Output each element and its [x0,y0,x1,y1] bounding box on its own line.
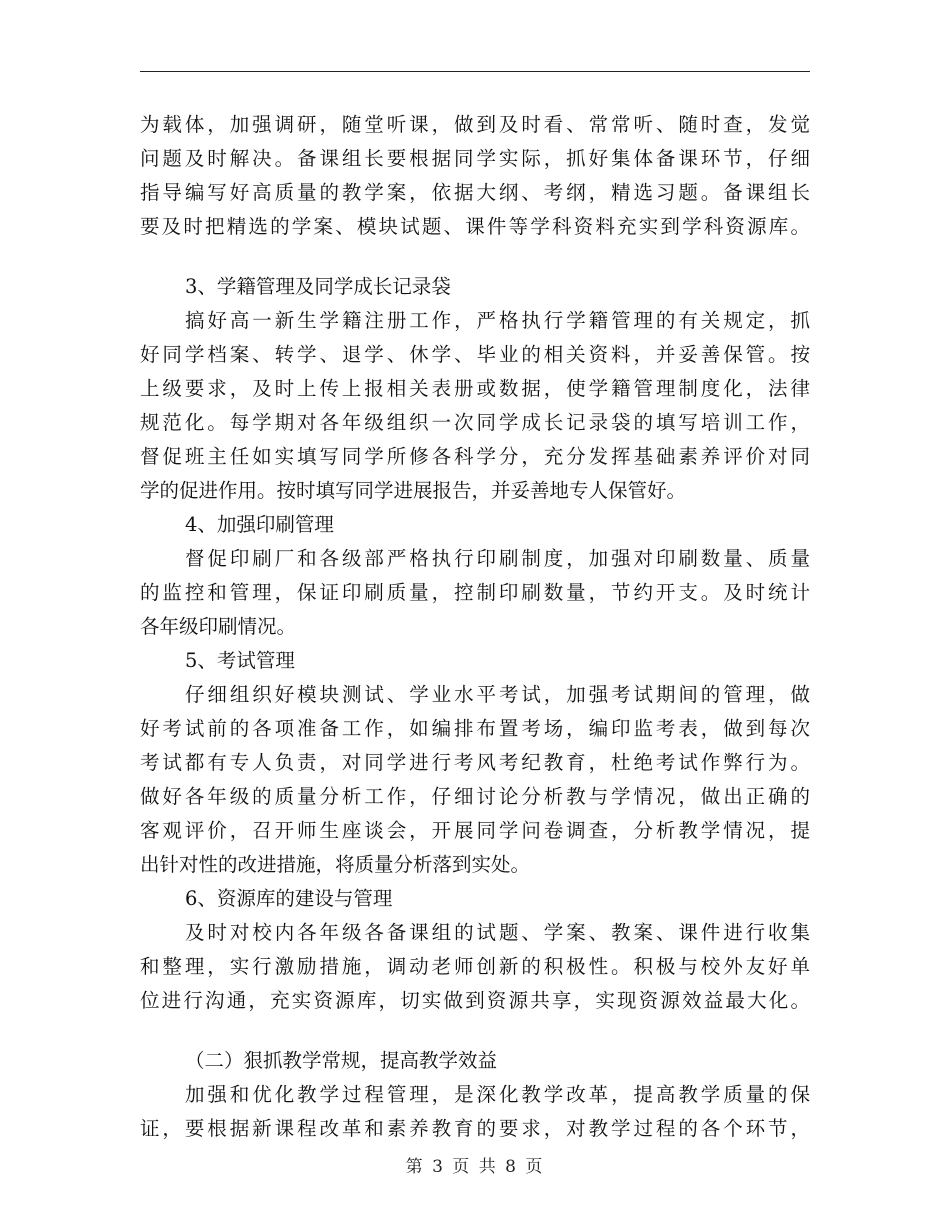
paragraph-gap [140,244,810,270]
text-line: 位进行沟通，充实资源库，切实做到资源共享，实现资源效益最大化。 [140,989,810,1012]
text-line: 督促班主任如实填写同学所修各科学分，充分发挥基础素养评价对同 [140,445,810,468]
section-heading: 5、考试管理 [185,649,295,672]
text-line: 仔细组织好模块测试、学业水平考试，加强考试期间的管理，做 [185,683,810,706]
section-heading: 3、学籍管理及同学成长记录袋 [185,275,451,298]
text-line: 要及时把精选的学案、模块试题、课件等学科资料充实到学科资源库。 [140,215,810,238]
text-line: 问题及时解决。备课组长要根据同学实际，抓好集体备课环节，仔细 [140,147,810,170]
text-line: 加强和优化教学过程管理，是深化教学改革，提高教学质量的保 [185,1083,810,1106]
text-line: 搞好高一新生学籍注册工作，严格执行学籍管理的有关规定，抓 [185,309,810,332]
text-line: 及时对校内各年级各备课组的试题、学案、教案、课件进行收集 [185,921,810,944]
text-line: 为载体，加强调研，随堂听课，做到及时看、常常听、随时查，发觉 [140,113,810,136]
paragraph-gap [140,1018,810,1044]
section-heading: 4、加强印刷管理 [185,513,334,536]
text-line: 的监控和管理，保证印刷质量，控制印刷数量，节约开支。及时统计 [140,581,810,604]
text-line: 上级要求，及时上传上报相关表册或数据，使学籍管理制度化，法律 [140,377,810,400]
text-line: 出针对性的改进措施，将质量分析落到实处。 [140,853,531,876]
section-heading: 6、资源库的建设与管理 [185,887,393,910]
text-line: 证，要根据新课程改革和素养教育的要求，对教学过程的各个环节， [140,1117,810,1140]
text-line: 规范化。每学期对各年级组织一次同学成长记录袋的填写培训工作， [140,411,810,434]
text-line: 考试都有专人负责，对同学进行考风考纪教育，杜绝考试作弊行为。 [140,751,810,774]
page-footer: 第 3 页 共 8 页 [405,1157,545,1177]
text-line: 做好各年级的质量分析工作，仔细讨论分析教与学情况，做出正确的 [140,785,810,808]
header-rule [140,71,810,72]
text-line: 督促印刷厂和各级部严格执行印刷制度，加强对印刷数量、质量 [185,547,810,570]
text-line: 好同学档案、转学、退学、休学、毕业的相关资料，并妥善保管。按 [140,343,810,366]
section-heading: （二）狠抓教学常规，提高教学效益 [185,1049,498,1072]
document-body [140,108,810,1146]
text-line: 各年级印刷情况。 [140,615,297,638]
text-line: 客观评价，召开师生座谈会，开展同学问卷调查，分析教学情况，提 [140,819,810,842]
text-line: 学的促进作用。按时填写同学进展报告，并妥善地专人保管好。 [140,479,687,502]
text-line: 好考试前的各项准备工作，如编排布置考场，编印监考表，做到每次 [140,717,810,740]
text-line: 指导编写好高质量的教学案，依据大纲、考纲，精选习题。备课组长 [140,181,810,204]
text-line: 和整理，实行激励措施，调动老师创新的积极性。积极与校外友好单 [140,955,810,978]
